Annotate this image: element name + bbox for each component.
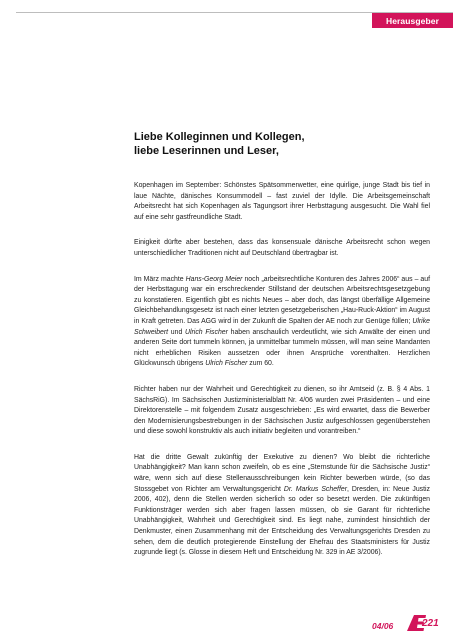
person-name: Hans-Georg Meier <box>185 275 243 283</box>
person-name: Ulrich Fischer <box>185 328 228 336</box>
paragraph-text: noch „arbeitsrechtliche Konturen des Jahres 2006“ aus – auf der Herbsttagung war ein erschreckender Stillstand der deutschen Arbeitsrechtsgesetzgebung zu konstatieren. Eigentlich gibt es nichts Neues – aber doch, das längst überfällige Allgemeine Gleichbehandlungsgesetz ist nach einer letzten gesetzgeberischen „Hau-Ruck-Aktion“ im August in Kraft getreten. Das AGG wird in der Zukunft die Spalten der AE noch zur Genüge füllen; <box>134 275 431 325</box>
person-name: Dr. Markus Scheffer <box>283 485 347 493</box>
salutation-line-1: Liebe Kolleginnen und Kollegen, <box>134 131 305 143</box>
paragraph-text: zum 60. <box>247 360 274 368</box>
paragraph-text: und <box>168 328 185 336</box>
person-name: Ulrike Schweibert <box>134 317 430 336</box>
paragraph-text: Kopenhagen im September: Schönstes Spätsommerwetter, eine quirlige, junge Stadt bis tief in laue Nächte, dänisches Konsummodell – fast zuviel der Idylle. Die Arbeitsgemeinschaft Arbeitsrecht hat sich Kopenhagen als Tagungsort ihrer Herbsttagung ausgesucht. Die Wahl fiel auf eine sehr gastfreundliche Stadt. <box>134 182 430 221</box>
salutation-line-2: liebe Leserinnen und Leser, <box>134 145 279 157</box>
paragraph-text: Richter haben nur der Wahrheit und Gerechtigkeit zu dienen, so ihr Amtseid (z. B. § 4 Abs. 1 SächsRiG). Im Sächsischen Justizministerialblatt Nr. 4/06 wurden zwei Präsidenten – und eine Direktorenstelle – mit folgendem Zusatz ausgeschrieben: „Es wird erwartet, dass die Bewerber den Modernisierungsbestrebungen in der Sächsischen Justiz aufgeschlossen gegenüberstehen und diese sowohl konstruktiv als auch initiativ begleiten und vorantreiben.“ <box>134 385 430 436</box>
paragraph-text: , Dresden, in: Neue Justiz 2006, 402), denn die Stellen werden sicherlich so oder so besetzt werden. Die zukünftigen Funktionsträger werden sich aber fragen lassen müssen, ob sie Garant für richterliche Unabhängigkeit, Wahrheit und Gerechtigkeit sind. Es liegt nahe, zumindest hinsichtlich der Denkmuster, einen Zusammenhang mit der Entscheidung des Verwaltungsgerichts Dresden zu sehen, dem die deutlich protegierende Einstellung der Ehefrau des Staatsministers für Justiz zugrunde liegt (s. Glosse in diesem Heft und Entscheidung Nr. 329 in AE 3/2006). <box>134 485 431 557</box>
article-paragraph <box>134 385 430 438</box>
article-paragraph <box>134 275 430 370</box>
page-number: 221 <box>422 618 439 629</box>
article-paragraph <box>134 181 430 223</box>
salutation-heading <box>134 130 434 158</box>
article-paragraph <box>134 453 430 559</box>
article-body <box>134 181 430 574</box>
article-paragraph <box>134 238 430 259</box>
paragraph-text: Einigkeit dürfte aber bestehen, dass das konsensuale dänische Arbeitsrecht schon wegen unterschiedlicher Traditionen nicht auf Deutschland übertragbar ist. <box>134 239 430 257</box>
issue-number: 04/06 <box>372 621 394 631</box>
section-tag: Herausgeber <box>372 13 453 28</box>
paragraph-text: haben anschaulich verdeutlicht, wie sich Anwälte der einen und anderen Seite dort tummeln können, ja unmittelbar tummeln müssen, will man seine Mandanten nicht erheblichen Risiken aussetzen oder ihnen Ansprüche vorenthalten. Herzlichen Glückwunsch übrigens <box>134 328 430 368</box>
person-name: Ulrich Fischer <box>205 360 248 368</box>
paragraph-text: Im März machte <box>134 275 186 283</box>
paragraph-text: Hat die dritte Gewalt zukünftig der Exekutive zu dienen? Wo bleibt die richterliche Unabhängigkeit? Man kann schon zweifeln, ob es eine „Sternstunde für die Sächsische Justiz“ wäre, wenn sich auf diese Stellenausschreibungen kein Richter bewerben würde, (so das Stossgebet von Richter am Verwaltungsgericht <box>134 453 430 493</box>
